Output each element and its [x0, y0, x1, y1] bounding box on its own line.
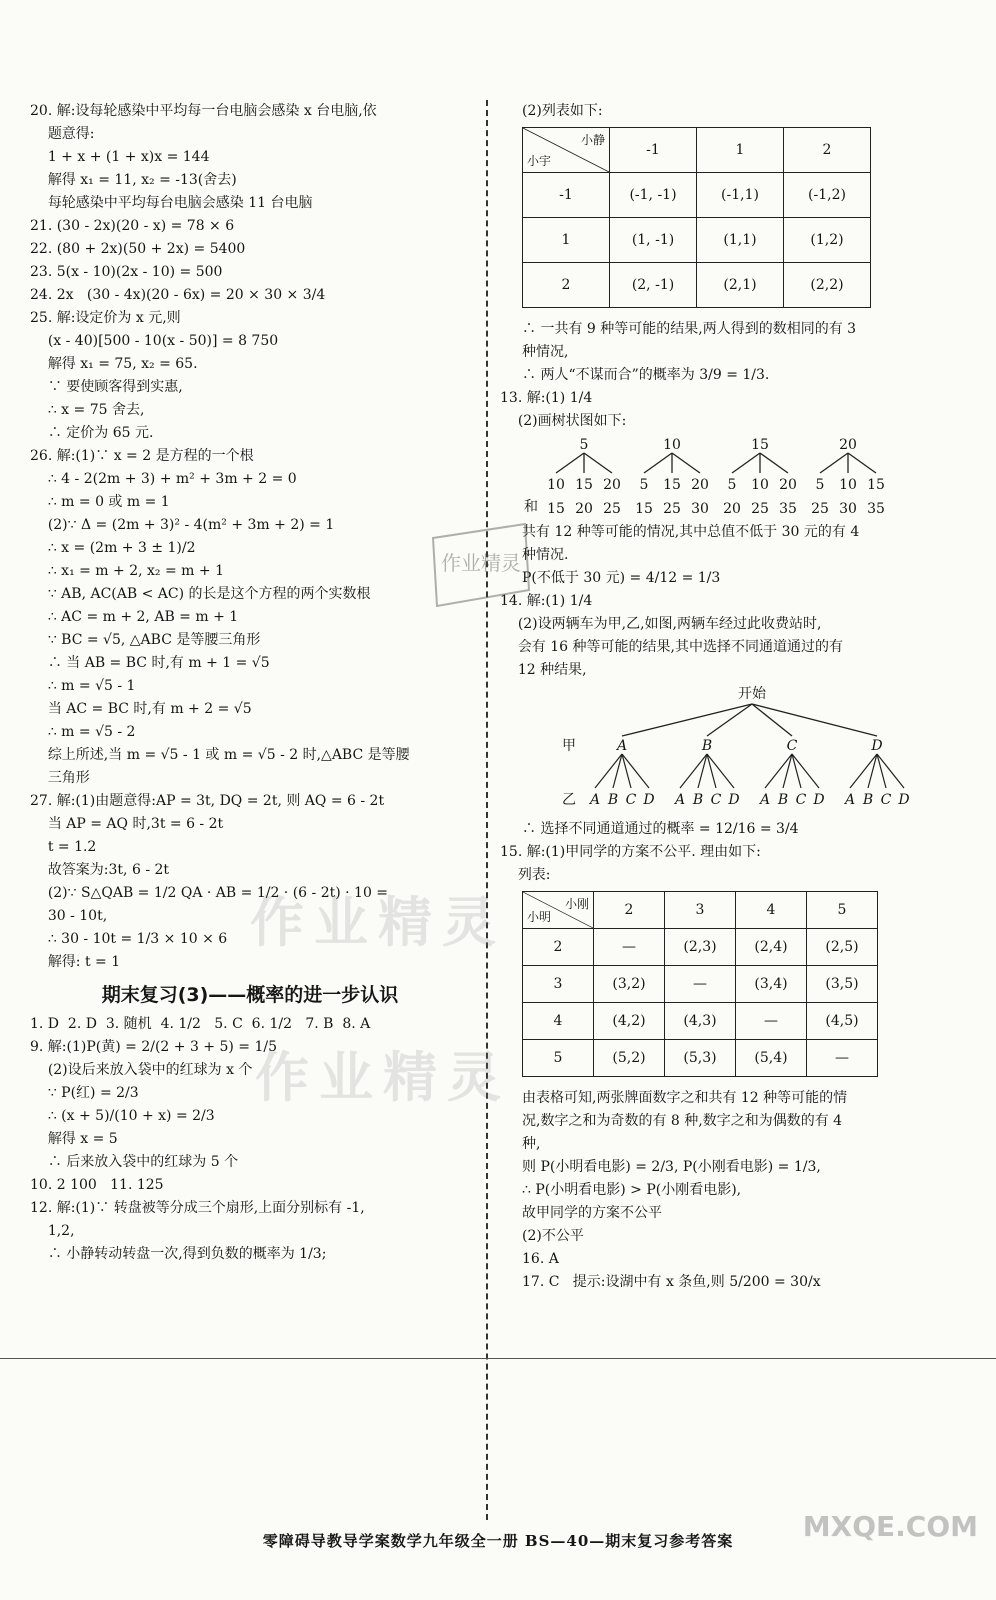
tree-level2-node: B [607, 792, 619, 808]
tree-leaf-node: 15 [663, 477, 681, 493]
row-header: 2 [523, 929, 594, 966]
answer-line: ∴ (x + 5)/(10 + x) = 2/3 [30, 1108, 215, 1124]
tree-level2-node: C [880, 792, 892, 808]
tree-branch [622, 704, 752, 736]
tree-sum-value: 25 [751, 501, 769, 517]
p15-text [500, 841, 970, 887]
answer-line: 24. 2x (30 - 4x)(20 - 6x) = 20 × 30 × 3/4 [30, 287, 326, 303]
tree-branch [848, 453, 876, 473]
answer-line: 列表: [500, 867, 551, 883]
tree-level1-node: C [786, 738, 798, 754]
answer-line: (2)∵ Δ = (2m + 3)² - 4(m² + 3m + 2) = 1 [30, 517, 335, 533]
table-cell: — [665, 966, 736, 1003]
tree-leaf-node: 10 [751, 477, 769, 493]
tree-diagram-14 [522, 684, 942, 814]
answer-line: 故答案为:3t, 6 - 2t [30, 862, 170, 878]
answer-line: ∵ P(红) = 2/3 [30, 1085, 139, 1101]
table-corner-header [523, 128, 610, 173]
answer-line: ∴ 4 - 2(2m + 3) + m² + 3m + 2 = 0 [30, 471, 297, 487]
table-cell: (1, -1) [610, 218, 697, 263]
tree-branch [672, 453, 700, 473]
tree-level2-node: D [728, 792, 740, 808]
tree-sum-value: 25 [663, 501, 681, 517]
tree-start-node: 开始 [738, 686, 766, 702]
tree-leaf-node: 5 [727, 477, 737, 493]
row-header: 5 [523, 1040, 594, 1077]
answer-line: 1 + x + (1 + x)x = 144 [30, 149, 210, 165]
tree-level2-node: A [759, 792, 771, 808]
site-logo: MXQE.COM [802, 1510, 978, 1543]
row-header: 1 [523, 218, 610, 263]
tree-leaf-node: 20 [779, 477, 797, 493]
answer-line: (2)不公平 [522, 1228, 584, 1244]
answer-line: 故甲同学的方案不公平 [522, 1205, 662, 1221]
answer-line: 22. (80 + 2x)(50 + 2x) = 5400 [30, 241, 246, 257]
tree-leaf-node: 5 [639, 477, 649, 493]
tree-leaf-node: 5 [815, 477, 825, 493]
answer-line: ∴ 两人“不谋而合”的概率为 3/9 = 1/3. [522, 367, 770, 383]
table-cell: (3,4) [736, 966, 807, 1003]
table-cell: (-1,2) [784, 173, 871, 218]
answer-line: 解得 x₁ = 11, x₂ = -13(舍去) [30, 172, 237, 188]
table-cell: (5,3) [665, 1040, 736, 1077]
tree-level2-node: D [643, 792, 655, 808]
table-cell: (2,5) [807, 929, 878, 966]
answer-line: t = 1.2 [30, 839, 97, 855]
corner-label-top: 小刚 [564, 897, 589, 911]
table-cell: (1,1) [697, 218, 784, 263]
stamp-watermark [425, 520, 535, 610]
tree-leaf-node: 20 [691, 477, 709, 493]
answer-line: ∴ x = 75 舍去, [30, 402, 145, 418]
tree-level2-node: D [898, 792, 910, 808]
answer-line: 27. 解:(1)由题意得:AP = 3t, DQ = 2t, 则 AQ = 6 - 2t [30, 793, 385, 809]
answer-line: 15. 解:(1)甲同学的方案不公平. 理由如下: [500, 844, 761, 860]
tree-level2-node: D [813, 792, 825, 808]
answer-line: 13. 解:(1) 1/4 [500, 390, 593, 406]
answer-line: ∴ x₁ = m + 2, x₂ = m + 1 [30, 563, 224, 579]
p12-text [500, 318, 970, 387]
answer-line: 26. 解:(1)∵ x = 2 是方程的一个根 [30, 448, 254, 464]
answer-line: 解得: t = 1 [30, 954, 121, 970]
column-header: 5 [807, 892, 878, 929]
answer-line: ∴ x = (2m + 3 ± 1)/2 [30, 540, 196, 556]
answer-line: (2)设后来放入袋中的红球为 x 个 [30, 1062, 253, 1078]
column-divider [486, 100, 488, 1520]
outcome-table-15 [522, 891, 878, 1077]
table-cell: (3,5) [807, 966, 878, 1003]
row-header: 4 [523, 1003, 594, 1040]
p14-conclusion: ∴ 选择不同通道通过的概率 = 12/16 = 3/4 [522, 821, 799, 837]
table-cell: (-1,1) [697, 173, 784, 218]
column-header: -1 [610, 128, 697, 173]
tree-root-node: 10 [663, 437, 681, 453]
table-cell: (4,3) [665, 1003, 736, 1040]
table-row [523, 173, 871, 218]
table-row [523, 966, 878, 1003]
answer-line: 20. 解:设每轮感染中平均每一台电脑会感染 x 台电脑,依 [30, 103, 377, 119]
corner-label-bottom: 小明 [527, 910, 552, 924]
tree-sum-value: 35 [867, 501, 885, 517]
answer-line: 12. 解:(1)∵ 转盘被等分成三个扇形,上面分别标有 -1, [30, 1200, 365, 1216]
corner-label-bottom: 小宇 [527, 154, 552, 168]
tree-level2-node: A [844, 792, 856, 808]
tree-branch [556, 453, 584, 473]
answer-line: ∵ 要使顾客得到实惠, [30, 379, 183, 395]
answer-line: ∵ AB, AC(AB < AC) 的长是这个方程的两个实数根 [30, 586, 371, 602]
tree-sum-value: 20 [723, 501, 741, 517]
tree-sum-value: 30 [691, 501, 709, 517]
tree-level2-node: B [692, 792, 704, 808]
answer-line: (2)画树状图如下: [500, 413, 627, 429]
answer-line: 25. 解:设定价为 x 元,则 [30, 310, 181, 326]
corner-label-top: 小静 [580, 133, 605, 147]
tree-sum-value: 35 [779, 501, 797, 517]
table-row [523, 1040, 878, 1077]
p13-text [500, 387, 970, 433]
scan-line [0, 1358, 996, 1359]
tree-branch [732, 453, 760, 473]
tree-branch [820, 453, 848, 473]
svg-text:作业精灵: 作业精灵 [441, 551, 521, 575]
tree-branch [584, 453, 612, 473]
answer-line: 1,2, [30, 1223, 75, 1239]
column-header: 3 [665, 892, 736, 929]
right-column [500, 100, 970, 1294]
answer-line: 则 P(小明看电影) = 2/3, P(小刚看电影) = 1/3, [522, 1159, 821, 1175]
table-cell: (1,2) [784, 218, 871, 263]
answer-line: 种情况, [522, 344, 569, 360]
table-cell: (5,2) [594, 1040, 665, 1077]
answer-line: (2)设两辆车为甲,乙,如图,两辆车经过此收费站时, [500, 616, 822, 632]
answer-line: ∴ 一共有 9 种等可能的结果,两人得到的数相同的有 3 [522, 321, 857, 337]
tree-level1-node: A [616, 738, 628, 754]
page-footer: 零障碍导教导学案数学九年级全一册 BS—40—期末复习参考答案 [262, 1532, 734, 1550]
table-cell: (3,2) [594, 966, 665, 1003]
answer-line: 题意得: [30, 126, 95, 142]
answer-line: 21. (30 - 2x)(20 - x) = 78 × 6 [30, 218, 235, 234]
tree-sum-value: 15 [547, 501, 565, 517]
tree-level1-node: D [871, 738, 883, 754]
left-answers [30, 100, 470, 974]
table-cell: (2,3) [665, 929, 736, 966]
p15-conclusion [500, 1087, 970, 1294]
tree-sum-value: 15 [635, 501, 653, 517]
outcome-table-12 [522, 127, 871, 308]
tree-sum-value: 20 [575, 501, 593, 517]
answer-line: 共有 12 种等可能的情况,其中总值不低于 30 元的有 4 [522, 524, 860, 540]
table-cell: (5,4) [736, 1040, 807, 1077]
answer-line: 综上所述,当 m = √5 - 1 或 m = √5 - 2 时,△ABC 是等腰 [30, 747, 410, 763]
tree-level2-node: C [710, 792, 722, 808]
answer-line: 由表格可知,两张牌面数字之和共有 12 种等可能的情 [522, 1090, 848, 1106]
tree-level2-node: B [862, 792, 874, 808]
tree-level2-node: A [589, 792, 601, 808]
tree-leaf-node: 20 [603, 477, 621, 493]
table-cell: (4,2) [594, 1003, 665, 1040]
table-cell: — [594, 929, 665, 966]
level-label-jia: 甲 [562, 738, 576, 754]
column-header: 2 [594, 892, 665, 929]
table-cell: (-1, -1) [610, 173, 697, 218]
answer-line: (x - 40)[500 - 10(x - 50)] = 8 750 [30, 333, 279, 349]
row-header: 2 [523, 263, 610, 308]
answer-line: ∴ 后来放入袋中的红球为 5 个 [30, 1154, 239, 1170]
answer-line: ∴ 定价为 65 元. [30, 425, 154, 441]
tree-level2-node: C [795, 792, 807, 808]
tree-sum-value: 25 [811, 501, 829, 517]
answer-line: 三角形 [30, 770, 90, 786]
tree-root-node: 20 [839, 437, 857, 453]
table-cell: (2,4) [736, 929, 807, 966]
answer-line: 种情况. [522, 547, 569, 563]
answer-line: 每轮感染中平均每台电脑会感染 11 台电脑 [30, 195, 313, 211]
answer-line: 1. D 2. D 3. 随机 4. 1/2 5. C 6. 1/2 7. B 8. A [30, 1016, 371, 1032]
row-header: 3 [523, 966, 594, 1003]
tree-root-node: 15 [751, 437, 769, 453]
answer-line: 当 AC = BC 时,有 m + 2 = √5 [30, 701, 252, 717]
answer-line: ∴ 当 AB = BC 时,有 m + 1 = √5 [30, 655, 270, 671]
answer-line: P(不低于 30 元) = 4/12 = 1/3 [522, 570, 721, 586]
watermark-text-2: 作业精灵 [255, 1046, 511, 1109]
answer-line: ∴ AC = m + 2, AB = m + 1 [30, 609, 239, 625]
answer-line: 17. C 提示:设湖中有 x 条鱼,则 5/200 = 30/x [522, 1274, 821, 1290]
tree-leaf-node: 10 [839, 477, 857, 493]
tree-leaf-node: 15 [575, 477, 593, 493]
table-cell: (2, -1) [610, 263, 697, 308]
answer-line: 解得 x = 5 [30, 1131, 118, 1147]
tree-sum-value: 25 [603, 501, 621, 517]
answer-line: ∴ m = √5 - 2 [30, 724, 136, 740]
answer-line: 10. 2 100 11. 125 [30, 1177, 164, 1193]
table-cell: — [807, 1040, 878, 1077]
tree-branch [752, 704, 877, 736]
answer-line: 23. 5(x - 10)(2x - 10) = 500 [30, 264, 223, 280]
sum-label: 和 [524, 499, 538, 515]
answer-line: ∴ m = √5 - 1 [30, 678, 136, 694]
answer-line: 会有 16 种等可能的结果,其中选择不同通道通过的有 [500, 639, 843, 655]
tree-branch [760, 453, 788, 473]
p12-intro: (2)列表如下: [522, 103, 603, 119]
tree-branch [707, 704, 752, 736]
tree-root-node: 5 [579, 437, 589, 453]
table-corner-header [523, 892, 594, 929]
tree-leaf-node: 10 [547, 477, 565, 493]
watermark-text: 作业精灵 [250, 891, 506, 954]
column-header: 2 [784, 128, 871, 173]
tree-level2-node: B [777, 792, 789, 808]
answer-line: 16. A [522, 1251, 559, 1267]
row-header: -1 [523, 173, 610, 218]
answer-line: 12 种结果, [500, 662, 587, 678]
answer-line: 解得 x₁ = 75, x₂ = 65. [30, 356, 198, 372]
tree-level2-node: A [674, 792, 686, 808]
answer-line: ∴ 小静转动转盘一次,得到负数的概率为 1/3; [30, 1246, 327, 1262]
tree-sum-value: 30 [839, 501, 857, 517]
table-cell: (2,1) [697, 263, 784, 308]
answer-line: ∴ m = 0 或 m = 1 [30, 494, 170, 510]
answer-line: 30 - 10t, [30, 908, 108, 924]
answer-line: 14. 解:(1) 1/4 [500, 593, 593, 609]
table-row [523, 1003, 878, 1040]
answer-line: ∵ BC = √5, △ABC 是等腰三角形 [30, 632, 261, 648]
answer-line: 种, [522, 1136, 541, 1152]
level-label-yi: 乙 [562, 792, 576, 808]
section-title: 期末复习(3)——概率的进一步认识 [101, 984, 399, 1006]
tree-level1-node: B [701, 738, 713, 754]
tree-branch [644, 453, 672, 473]
answer-line: 当 AP = AQ 时,3t = 6 - 2t [30, 816, 224, 832]
answer-line: ∴ P(小明看电影) > P(小刚看电影), [522, 1182, 742, 1198]
table-row [523, 929, 878, 966]
p13-conclusion [500, 521, 970, 590]
table-cell: (4,5) [807, 1003, 878, 1040]
p14-text [500, 590, 970, 682]
tree-leaf-node: 15 [867, 477, 885, 493]
tree-diagram-13 [522, 435, 942, 517]
table-cell: (2,2) [784, 263, 871, 308]
tree-level2-node: C [625, 792, 637, 808]
answer-line: (2)∵ S△QAB = 1/2 QA · AB = 1/2 · (6 - 2t) · 10 = [30, 885, 389, 901]
table-row [523, 218, 871, 263]
answer-line: ∴ 30 - 10t = 1/3 × 10 × 6 [30, 931, 228, 947]
column-header: 1 [697, 128, 784, 173]
column-header: 4 [736, 892, 807, 929]
answer-line: 况,数字之和为奇数的有 8 种,数字之和为偶数的有 4 [522, 1113, 843, 1129]
table-cell: — [736, 1003, 807, 1040]
table-row [523, 263, 871, 308]
answer-line: 9. 解:(1)P(黄) = 2/(2 + 3 + 5) = 1/5 [30, 1039, 278, 1055]
